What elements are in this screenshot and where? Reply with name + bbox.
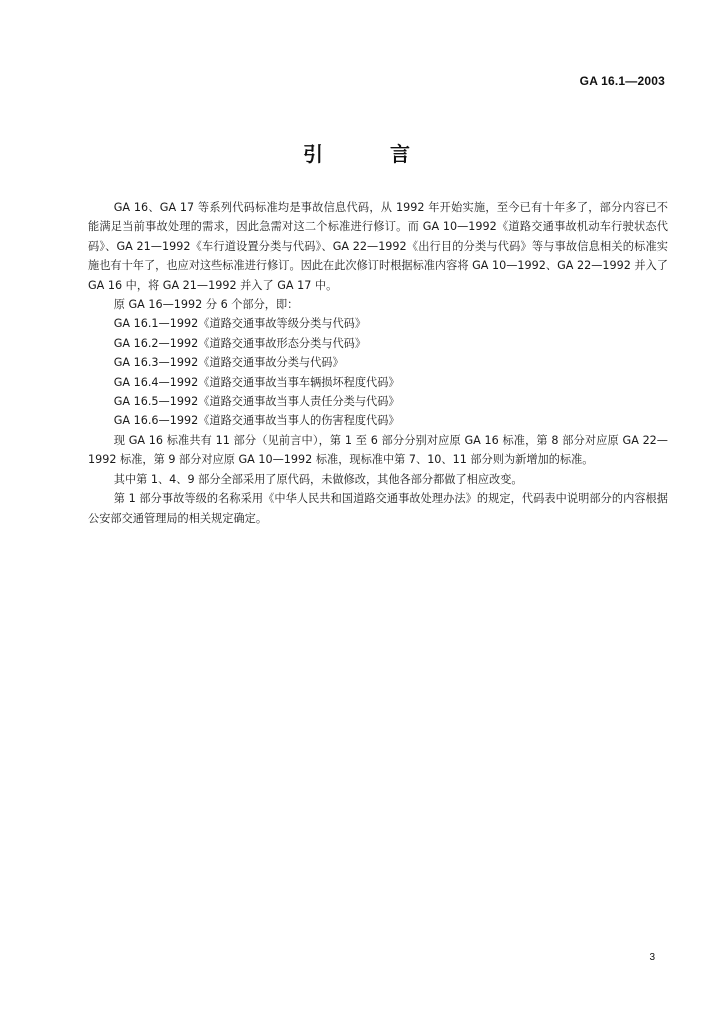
list-item-part-5: GA 16.5—1992《道路交通事故当事人责任分类与代码》 xyxy=(113,395,400,409)
paragraph-part1-naming: 第 1 部分事故等级的名称采用《中华人民共和国道路交通事故处理办法》的规定，代码表中说明部分的内容根据公安部交通管理局的相关规定确定。 xyxy=(88,492,668,525)
paragraph-background: GA 16、GA 17 等系列代码标准均是事故信息代码，从 1992 年开始实施，至今已有十年多了，部分内容已不能满足当前事故处理的需求，因此急需对这二个标准进行修订。而 GA 10—1992《道路交通事故机动车行驶状态代码》、GA 21—1992《车行道设置分类与代码》、GA 22—1992《出行目的分类与代码》等与事故信息相关的标准实施也有十年了，也应对这些标准进行修订。因此在此次修订时根据标准内容将 GA 10—1992、GA 22—1992 并入了 GA 16 中，将 GA 21—1992 并入了 GA 17 中。 xyxy=(88,201,668,292)
page-number: 3 xyxy=(649,952,655,963)
list-item-part-4: GA 16.4—1992《道路交通事故当事车辆损坏程度代码》 xyxy=(113,375,400,389)
list-item-part-3: GA 16.3—1992《道路交通事故分类与代码》 xyxy=(113,356,344,370)
paragraph-current-structure: 现 GA 16 标准共有 11 部分（见前言中），第 1 至 6 部分分别对应原 GA 16 标准，第 8 部分对应原 GA 22—1992 标准，第 9 部分对应原 GA 10—1992 标准，现标准中第 7、10、11 部分则为新增加的标准。 xyxy=(88,433,668,467)
paragraph-adopted-codes: 其中第 1、4、9 部分全部采用了原代码，未做修改，其他各部分都做了相应改变。 xyxy=(113,472,523,486)
list-item-part-2: GA 16.2—1992《道路交通事故形态分类与代码》 xyxy=(113,336,367,350)
paragraph-original-parts: 原 GA 16—1992 分 6 个部分，即： xyxy=(113,298,299,312)
document-code: GA 16.1—2003 xyxy=(579,74,665,88)
list-item-part-1: GA 16.1—1992《道路交通事故等级分类与代码》 xyxy=(113,317,367,331)
list-item-part-6: GA 16.6—1992《道路交通事故当事人的伤害程度代码》 xyxy=(113,414,400,428)
introduction-body xyxy=(88,198,668,528)
page-title: 引 言 xyxy=(303,142,440,166)
